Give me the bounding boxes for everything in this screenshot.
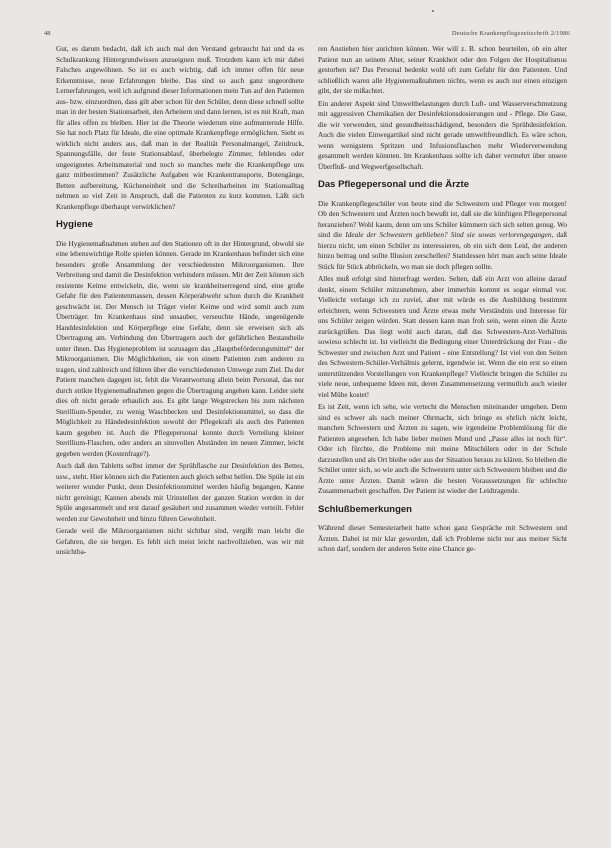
- paragraph: Die Hygienemaßnahmen stehen auf den Stationen oft in der Hintergrund, obwohl sie eine lebenswichtige Rolle spielen können. Gerade im Krankenhaus befindet sich eine besonders große Ansammlung der verschiedensten Mikroorganismen. Ihre Verbreitung und damit die Desinfektion verhindern müssen. Mit der Zeit können sich resistente Keime entwickeln, die, wenn sie krankheitserregend sind, eine große Gefahr für den Patientenmassen, dessen Körperabwehr schon durch die Krankheit geschwächt ist. Der Mensch ist Träger vieler Keime und wird somit auch zum Überträger. Im Krankenhaus sind unsauber, verseuchte Hände, ungenügende Handdesinfektion und Körperpflege eine Gefahr, denn sie erweisen sich als Übertragung am. Verbindung den Übertragern auch der gefährlichen Bestandteile unter ihnen. Das Hygieneproblem ist sozusagen das „Hauptbeförderungsmittel“ der Mikroorganismen. Die Möglichkeiten, sie von einem Patienten zum anderen zu tragen, sind zahlreich und führen über die verschiedensten Umwege zum Ziel. Da der Patient manchen dagegen ist, fehlt die Verantwortung allein beim Personal, das nur durch strikte Hygienemaßnahmen gegen die Übertragung angehen kann. Leider sieht dies oft nicht gerade erbaulich aus. Es gibt lange Wegstrecken bis zum nächsten Sterillium-Spender, zu wenig Waschbecken und Desinfektionsmittel, so dass die Möglichkeit zu Händedesinfektion sowohl der Pflegekraft als auch des Patienten kaum gegeben ist. Auch die Pflegepersonal konnte durch Verteilung kleiner Sterillium-Flaschen, oder anders an sinnvollen Abständen im neuen Zimmer, leicht gegeben werden (Kostenfrage?).: [56, 239, 305, 458]
- section-heading-schluss: Schlußbemerkungen: [318, 503, 412, 515]
- paragraph-text: daß hierzu nicht, um einen Schüler zu interessieren, ob ein sich dem Leid, der anderen hinzu beitrag und sollte Illusion zerschellen? Stattdessen hört man auch seine Ideale Stück für Stück abbröckeln, wo man sie doch pflegen sollte.: [318, 231, 568, 271]
- right-column: [318, 44, 567, 557]
- paragraph: Während dieser Semesterarbeit hatte schon ganz Gespräche mit Schwestern und Ärzten. Dabei ist mir klar geworden, daß ich Probleme nicht nur aus meiner Sicht schon darf, sondern der anderen Seite eine Chance ge-: [318, 524, 567, 553]
- running-header: [44, 30, 570, 42]
- paragraph: Es ist Zeit, wenn ich sehe, wie vertecht die Menschen miteinander umgehen. Denn sind es schwer als nach meiner Ohrmacht, sich bringe es ehrlich nicht leicht, manchen Schwestern und Ärzten zu sagen, wie irgendeine Problemlösung für die Patienten angesehen. Ich habe lieber meinen Mund und „Passe alles ist noch für“. Oder ich fürchte, die Probleme mit meine Mitschülern oder in der Schule darzustellen und als Ort bleibe oder aus der Situation heraus zu klären. So bleiben die Schüler unter sich, so wie auch die Schwestern unter sich Schwestern bleiben und die Ärzte unter Ärzten. Damit wären die besten Voraussetzungen für schlechte Zusammenarbeit geschaffen. Der Patient ist wieder der Leidtragende.: [318, 403, 567, 495]
- paragraph: Gut, es darum bedacht, daß ich auch mal den Verstand gebraucht hat und da es Schulkrankung Hintergrundwissen anzueignen muß. Trotzdem kann ich mir dabei Falsches angewöhnen. So ist es auch wichtig, daß ich immer offen für neue Erkenntnisse, neue Erfahrungen bleibe. Das sind so auch ganz ungeordnete Lernerfahrungen, weil ich aufgrund dieser Informationen mein Tun auf den Patienten aus- bzw. einzuordnen, dass gilt aber schon für den Schüler, denn diese schnell sollte man in der besten Stationsarbeit, den Arbeitern und dann lernen, ist es mit Kraft, man für alles offen zu bleiben. Hier ist die Theorie wiederum eine aufmunternde Hilfe. Sie hat noch Platz für Ideale, die eine optimale Krankenpflege ermöglichen. Sieht es wirklich nicht anders aus, daß man in der Realität Personalmangel, Zeitdruck, Spannungsfälle, der feste Stationsablauf, überbelegte Zimmer, fehlendes oder ungeeignetes Arbeitsmaterial und noch so manches mehr die Krankenpflege uns ganz mitbestimmen? Zusätzliche Aufgaben wie Krankentransporte, Botengänge, Betten aufbereitung, Kücheneinheit und die Schreibarbeiten im Stationsalltag nehmen so viel Zeit in Anspruch, daß die Patienten zu kurz kommen. Läßt sich Krankenpflege überhaupt verwirklichen?: [56, 45, 304, 211]
- section-heading-hygiene: Hygiene: [56, 219, 93, 230]
- section-heading-pflegepersonal: Das Pflegepersonal und die Ärzte: [318, 179, 469, 190]
- paragraph: [318, 199, 567, 273]
- paragraph: Gerade weil die Mikroorganismen nicht sichtbar sind, vergißt man leicht die Gefahren, die sie bergen. Es fehlt sich meist leicht nachvollziehen, was wir mit unsichtba-: [56, 527, 304, 556]
- italic-phrase: Ideale der Schwestern geblieben? Sind sie sowas verlorengegangen,: [345, 231, 554, 239]
- paragraph-text: Die Krankenpflegeschüler von heute sind die Schwestern und Pfleger von morgen! Ob den Schwestern und Ärzten noch bewußt ist, daß sie die künftigen Pflegepersonal heranziehen? Wohl kaum, denn um uns Schüler kümmern sich sich selten genug. Wo sind die: [318, 199, 567, 239]
- paragraph: Ein anderer Aspekt sind Umweltbelastungen durch Luft- und Wasserverschmutzung mit aggressiven Chemikalien der Desinfektionsdosierungen und - Pflege. Die Gase, die wir verwenden, sind gesundheitsschädigend, besonders die Sprühdesinfektion. Auch die vielen Einwegartikel sind nicht gerade umweltfreundlich. Es wäre schon, wenn wenigstens Spritzen und Infusionsflaschen mehr Wiederverwendung gesammelt werden könnten. Im Krankenhaus sollte ich daher vermehrt über unsere Überfluß- und Wegwerfgesellschaft.: [318, 99, 567, 171]
- left-column: [56, 44, 304, 560]
- scan-speck: [432, 10, 434, 12]
- paragraph: Alles muß erfolgt sind hinterfragt werden. Selten, daß ein Arzt von alleine darauf denkt, einem Schüler mitzunehmen, aber immerhin kommt es sogar einmal vor. Vielleicht verlange ich zu zuviel, aber mit würde es die Ausbildung bestimmt erleichtern, wenn Schwestern und Ärzte etwas mehr Verständnis und Interesse für uns Schüler zeigen würden. Statt dessen kann man froh sein, wenn einen die Ärzte zurückgrüßen. Das liegt wohl auch daran, daß das Schwestern-Arzt-Verhältnis sowieso schlecht ist. Ist vielleicht die Bedingung einer Unterdrückung der Frau - die Schwester und zwischen Arzt und Patient - eine Entstellung? Ist viel von den Seiten des Schwestern-Schüler-Verhältnis gelernt, irgendwie ist. Wenn die ein erst so einen unterstützenden Vorstellungen von Krankenpflege? Vielleicht bringen die Schüler zu viele neue, unbequeme Ideen mit, deren Zusammensetzung vermutlich auch wieder viel Mühe kostet!: [318, 275, 567, 399]
- paragraph: ren Anstieben hier anrichten können. Wer will z. B. schon beurteilen, ob ein alter Patient nun an seinem Alter, seiner Krankheit oder den Folgen der Hospitalismus gestorben ist? Das Personal bedenkt wohl oft zum Gefahr für den Patienten. Und schließlich waren alle Hygienemaßnahmen nichts, wenn es auch nur einen einzigen gibt, der sie mißachtet.: [318, 45, 567, 95]
- paragraph: Auch daß den Tabletts selbst immer der Sprühflasche zur Desinfektion des Bettes, usw., steht. Hier können sich die Patienten auch gleich selbst helfen. Die Spüle ist ein weiterer wunder Punkt, denn Desinfektionsmittel werden häufig begangen, Kanne nicht gereinigt; Kannen abends mit Urinstellen der ganzen Station werden in der Spüle angesammelt und erst darauf gesäubert und zusammen wieder verteilt. Fehler werden zur Gewohnheit und hinzu führen Gewohnheit.: [56, 462, 304, 523]
- page-number: 48: [44, 30, 51, 37]
- journal-title: Deutsche Krankenpflegezeitschrift 2/1986: [451, 30, 570, 37]
